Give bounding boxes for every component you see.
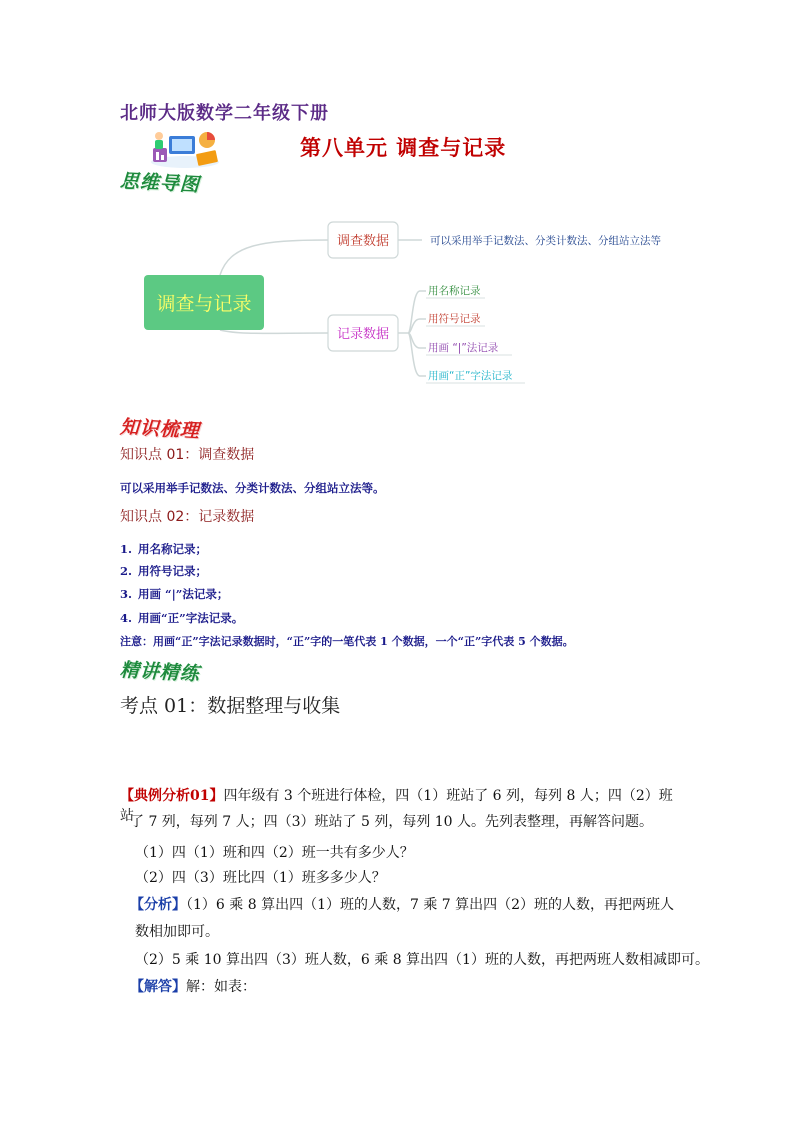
answer-text: 解：如表： xyxy=(186,979,256,995)
connector-branch1 xyxy=(220,240,328,275)
answer-line xyxy=(130,977,256,997)
list-item-text: 用符号记录； xyxy=(138,564,207,578)
list-item-text: 用画 “|”法记录； xyxy=(138,587,229,601)
mindmap-root-label: 调查与记录 xyxy=(156,293,252,315)
list-item-number: 4. xyxy=(120,611,133,625)
example-tag: 【典例分析01】 xyxy=(120,788,224,804)
connector-branch2 xyxy=(220,330,328,333)
knowledge-heading: 知识梳理 xyxy=(119,416,201,443)
analysis-text-1a: （1）6 乘 8 算出四（1）班的人数，7 乘 7 算出四（2）班的人数，再把两班人 xyxy=(186,897,675,913)
list-item xyxy=(120,563,207,579)
connector-leaf-1 xyxy=(408,291,426,333)
mindmap-heading: 思维导图 xyxy=(119,170,201,197)
list-item-text: 用名称记录； xyxy=(138,542,207,556)
unit-title: 第八单元 调查与记录 xyxy=(300,135,507,160)
mindmap-branch1-detail: 可以采用举手记数法、分类计数法、分组站立法等 xyxy=(430,235,661,247)
list-item-number: 1. xyxy=(120,542,133,556)
knowledge-point-2-title: 知识点 02：记录数据 xyxy=(120,509,255,525)
analysis-tag: 【分析】 xyxy=(130,897,186,913)
knowledge-point-1-title: 知识点 01：调查数据 xyxy=(120,447,255,463)
analysis-text-2: （2）5 乘 10 算出四（3）班人数，6 乘 8 算出四（1）班的人数，再把两班人数相减即可。 xyxy=(135,952,709,968)
exam-point-title: 考点 01：数据整理与收集 xyxy=(120,695,341,717)
mindmap xyxy=(140,205,680,395)
list-item-number: 2. xyxy=(120,564,133,578)
example-question-1: （1）四（1）班和四（2）班一共有多少人？ xyxy=(135,845,414,861)
mindmap-branch2-label: 记录数据 xyxy=(336,327,390,342)
analysis-line-1 xyxy=(130,895,674,915)
list-item-text: 用画“正”字法记录。 xyxy=(138,611,244,625)
example-question-2: （2）四（3）班比四（1）班多多少人？ xyxy=(135,870,386,886)
list-item xyxy=(120,610,243,626)
mindmap-leaf-2: 用符号记录 xyxy=(428,313,481,325)
list-item xyxy=(120,541,207,557)
practice-heading: 精讲精练 xyxy=(119,659,201,686)
example-text-1: 四年级有 3 个班进行体检，四（1）班站了 6 列，每列 8 人；四（2）班站 xyxy=(120,788,673,824)
answer-tag: 【解答】 xyxy=(130,979,186,995)
example-text-2: 了 7 列，每列 7 人；四（3）班站了 5 列，每列 10 人。先列表整理，再解答问题。 xyxy=(130,814,654,830)
mindmap-leaf-3: 用画 “|”法记录 xyxy=(428,342,499,354)
header-illustration xyxy=(145,126,227,170)
mindmap-leaf-1: 用名称记录 xyxy=(428,285,481,297)
book-title: 北师大版数学二年级下册 xyxy=(120,103,329,124)
mindmap-leaf-4: 用画“正”字法记录 xyxy=(428,370,513,382)
list-item-number: 3. xyxy=(120,587,133,601)
analysis-text-1b: 数相加即可。 xyxy=(135,924,219,940)
connector-leaf-4 xyxy=(408,333,426,376)
knowledge-point-1-text: 可以采用举手记数法、分类计数法、分组站立法等。 xyxy=(120,481,385,495)
mindmap-branch1-label: 调查数据 xyxy=(336,234,390,249)
knowledge-note: 注意：用画“正”字法记录数据时，“正”字的一笔代表 1 个数据，一个“正”字代表 5 个数据。 xyxy=(120,635,574,648)
list-item xyxy=(120,586,228,602)
